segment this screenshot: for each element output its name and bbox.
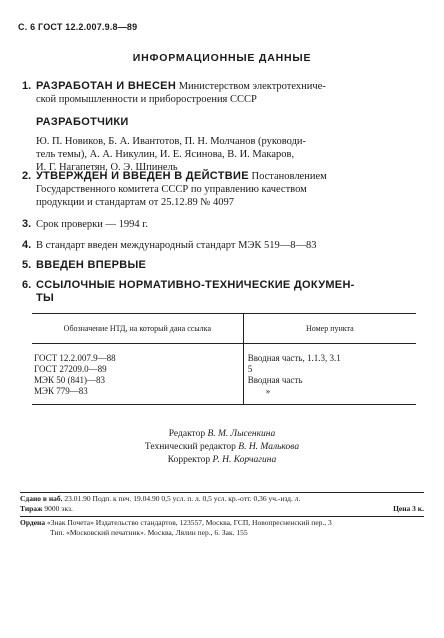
section-5 <box>22 259 426 272</box>
reference-table <box>32 313 416 405</box>
table-row <box>32 364 416 375</box>
developers-list: Ю. П. Новиков, Б. А. Ивантотов, П. Н. Молчанов (руководи- <box>36 136 307 147</box>
publisher-label: Ордена <box>20 518 46 527</box>
column-header-clause: Номер пункта <box>243 314 416 344</box>
corrector-label: Корректор <box>167 455 211 465</box>
table-cell-clause: » <box>265 385 271 396</box>
divider <box>20 492 424 493</box>
section-number: 4. <box>22 239 32 251</box>
table-cell-clause: 5 <box>247 363 253 374</box>
section-6-heading: ТЫ <box>36 292 55 304</box>
print-label: Сдано в наб. <box>20 494 63 503</box>
developers-list: И. Г. Нагапетян, О. Э. Шпинель <box>36 162 178 173</box>
section-6-heading: ССЫЛОЧНЫЕ НОРМАТИВНО-ТЕХНИЧЕСКИЕ ДОКУМЕН- <box>36 279 355 291</box>
section-2 <box>22 170 426 209</box>
section-2-text: Государственного комитета СССР по управлению качеством <box>36 184 307 195</box>
print-run-label: Тираж <box>20 504 43 513</box>
section-6 <box>22 279 426 305</box>
table-cell-clause: Вводная часть, 1.1.3, 3.1 <box>247 352 341 363</box>
print-run: 9000 экз. <box>44 504 73 513</box>
tech-editor-label: Технический редактор <box>144 442 236 452</box>
section-2-heading: УТВЕРЖДЕН И ВВЕДЕН В ДЕЙСТВИЕ <box>36 170 249 182</box>
developers-list: тель темы), А. А. Никулин, И. Е. Ясинова, В. И. Макаров, <box>36 149 295 160</box>
section-number: 1. <box>22 80 32 92</box>
tech-editor-name: В. Н. Малькова <box>238 442 300 452</box>
print-dates: 23.01.90 Подп. к печ. 19.04.90 0,5 усл. п. л. 0,5 усл. кр.-отт. 0,36 уч.-изд. л. <box>64 494 301 503</box>
table-cell-document: ГОСТ 27209.0—89 <box>32 364 243 375</box>
editor-line <box>0 428 444 441</box>
table-cell-document: МЭК 779—83 <box>32 386 243 397</box>
section-1-text: ской промышленности и приборостроения СССР <box>36 94 257 105</box>
editorial-credits <box>0 428 444 467</box>
section-number: 5. <box>22 259 32 271</box>
print-info <box>20 494 424 514</box>
publisher: «Знак Почета» Издательство стандартов, 123557, Москва, ГСП, Новопресненский пер., 3 <box>46 518 332 527</box>
section-2-text: Постановлением <box>251 171 327 182</box>
editor-name: В. М. Лысенкина <box>207 429 276 439</box>
section-number: 2. <box>22 170 32 182</box>
table-row <box>32 353 416 364</box>
section-3 <box>22 218 426 231</box>
section-1-text: Министерством электротехниче- <box>178 81 326 92</box>
section-number: 6. <box>22 279 32 291</box>
section-5-heading: ВВЕДЕН ВПЕРВЫЕ <box>36 259 147 271</box>
document-title: ИНФОРМАЦИОННЫЕ ДАННЫЕ <box>132 52 312 64</box>
divider <box>20 516 424 517</box>
section-1 <box>22 80 426 174</box>
corrector-line <box>0 454 444 467</box>
table-cell-document: ГОСТ 12.2.007.9—88 <box>32 353 243 364</box>
column-header-document: Обозначение НТД, на который дана ссылка <box>32 314 243 344</box>
table-row <box>32 386 416 397</box>
editor-label: Редактор <box>168 429 206 439</box>
section-3-text: Срок проверки — 1994 г. <box>36 219 148 230</box>
price: Цена 3 к. <box>393 504 424 513</box>
section-4-text: В стандарт введен международный стандарт МЭК 519—8—83 <box>36 240 317 251</box>
page-header: С. 6 ГОСТ 12.2.007.9.8—89 <box>18 22 138 32</box>
table-row <box>32 375 416 386</box>
tech-editor-line <box>0 441 444 454</box>
section-2-text: продукции и стандартам от 25.12.89 № 4097 <box>36 197 234 208</box>
developers-heading: РАЗРАБОТЧИКИ <box>36 116 129 128</box>
section-4 <box>22 239 426 252</box>
table-cell-clause: Вводная часть <box>247 374 303 385</box>
publisher-info <box>20 518 424 538</box>
corrector-name: Р. Н. Корчагина <box>212 455 277 465</box>
section-1-heading: РАЗРАБОТАН И ВНЕСЕН <box>36 80 177 92</box>
table-cell-document: МЭК 50 (841)—83 <box>32 375 243 386</box>
printer: Тип. «Московский печатник». Москва, Лялин пер., 6. Зак. 155 <box>50 528 248 537</box>
section-number: 3. <box>22 218 32 230</box>
